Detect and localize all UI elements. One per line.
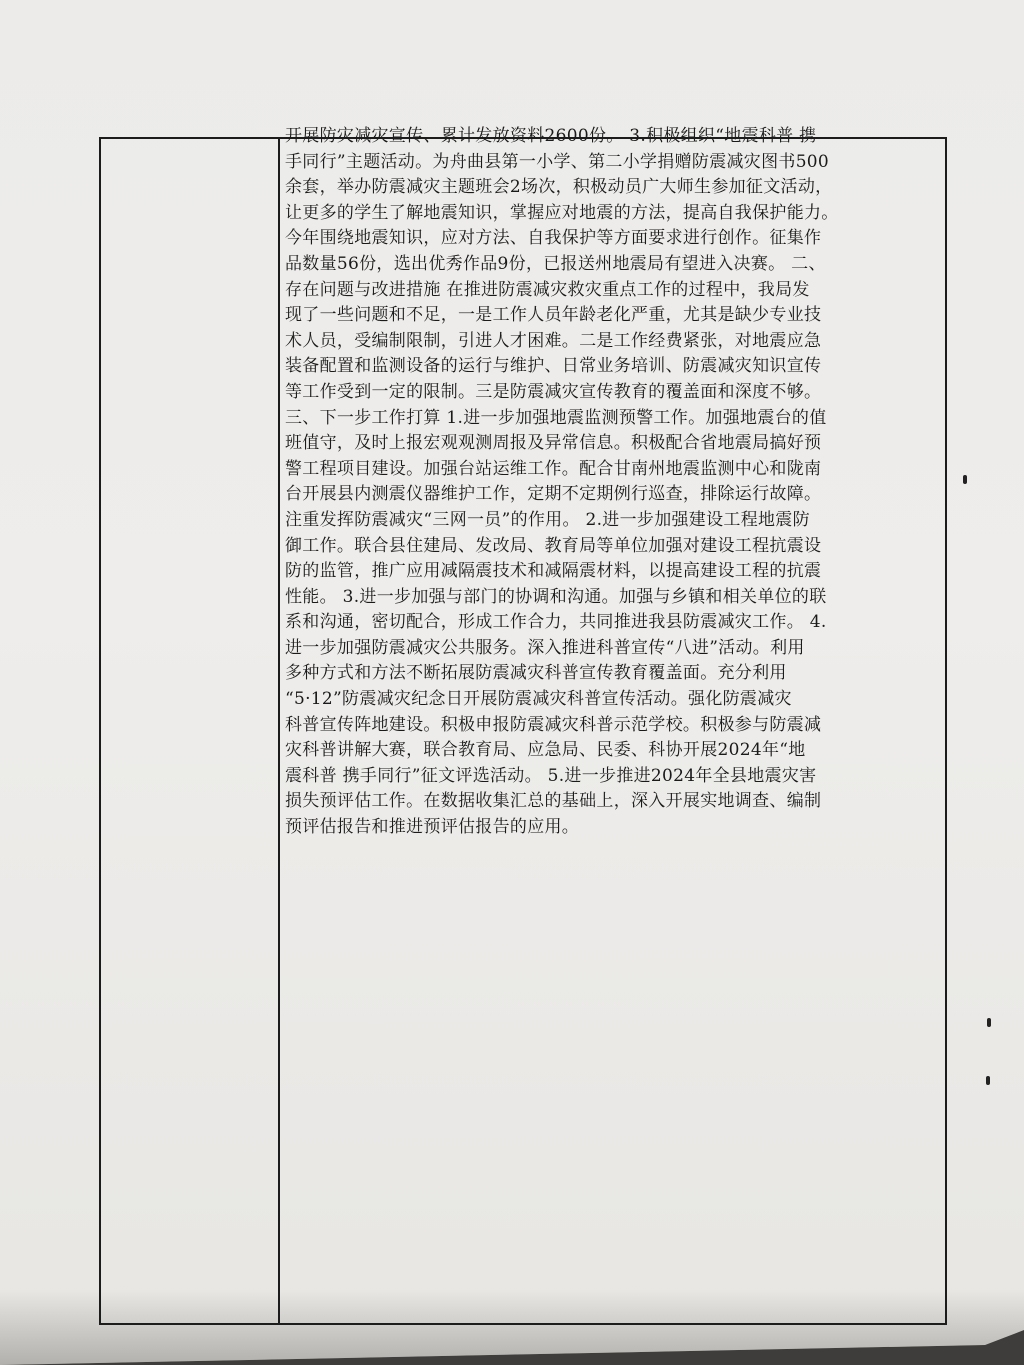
text-line: 今年围绕地震知识，应对方法、自我保护等方面要求进行创作。征集作 — [285, 228, 822, 249]
text-line: 多种方式和方法不断拓展防震减灾科普宣传教育覆盖面。充分利用 — [285, 663, 787, 684]
staple-hole-mark — [986, 1076, 990, 1085]
text-line: 注重发挥防震减灾“三网一员”的作用。 2.进一步加强建设工程地震防 — [285, 509, 810, 530]
text-line: 现了一些问题和不足，一是工作人员年龄老化严重，尤其是缺少专业技 — [285, 305, 822, 326]
text-line: 品数量56份，选出优秀作品9份，已报送州地震局有望进入决赛。 二、 — [285, 253, 826, 274]
text-line: 预评估报告和推进预评估报告的应用。 — [285, 817, 580, 838]
text-line: 等工作受到一定的限制。三是防震减灾宣传教育的覆盖面和深度不够。 — [285, 381, 822, 402]
table-column-divider — [278, 137, 280, 1325]
text-line: 班值守，及时上报宏观观测周报及异常信息。积极配合省地震局搞好预 — [285, 433, 822, 454]
text-line: 灾科普讲解大赛，联合教育局、应急局、民委、科协开展2024年“地 — [285, 740, 806, 761]
text-line: 科普宣传阵地建设。积极申报防震减灾科普示范学校。积极参与防震减 — [285, 714, 822, 735]
text-line: 开展防灾减灾宣传、累计发放资料2600份。 3.积极组织“地震科普 携 — [285, 126, 817, 146]
text-line: “5·12”防震减灾纪念日开展防震减灾科普宣传活动。强化防震减灾 — [285, 689, 792, 710]
text-line: 让更多的学生了解地震知识，掌握应对地震的方法，提高自我保护能力。 — [285, 202, 839, 223]
table-label-cell — [101, 139, 277, 1323]
text-line: 损失预评估工作。在数据收集汇总的基础上，深入开展实地调查、编制 — [285, 791, 822, 812]
text-line: 余套，举办防震减灾主题班会2场次，积极动员广大师生参加征文活动， — [285, 177, 833, 198]
text-line: 御工作。联合县住建局、发改局、教育局等单位加强对建设工程抗震设 — [285, 535, 822, 556]
text-line: 装备配置和监测设备的运行与维护、日常业务培训、防震减灾知识宣传 — [285, 356, 822, 377]
staple-hole-mark — [987, 1018, 991, 1027]
text-line: 进一步加强防震减灾公共服务。深入推进科普宣传“八进”活动。利用 — [285, 637, 805, 658]
text-line: 台开展县内测震仪器维护工作，定期不定期例行巡查，排除运行故障。 — [285, 484, 822, 505]
text-line: 存在问题与改进措施 在推进防震减灾救灾重点工作的过程中，我局发 — [285, 279, 810, 300]
text-line: 术人员，受编制限制，引进人才困难。二是工作经费紧张，对地震应急 — [285, 330, 822, 351]
text-line: 系和沟通，密切配合，形成工作合力，共同推进我县防震减灾工作。 4. — [285, 612, 827, 633]
text-line: 防的监管，推广应用减隔震技术和减隔震材料，以提高建设工程的抗震 — [285, 561, 822, 582]
text-line: 手同行”主题活动。为舟曲县第一小学、第二小学捐赠防震减灾图书500 — [285, 151, 830, 172]
text-line: 性能。 3.进一步加强与部门的协调和沟通。加强与乡镇和相关单位的联 — [285, 586, 827, 607]
text-line: 警工程项目建设。加强台站运维工作。配合甘南州地震监测中心和陇南 — [285, 458, 822, 479]
text-line: 三、下一步工作打算 1.进一步加强地震监测预警工作。加强地震台的值 — [285, 407, 827, 428]
table-content-cell — [285, 124, 925, 841]
text-line: 震科普 携手同行”征文评选活动。 5.进一步推进2024年全县地震灾害 — [285, 765, 817, 786]
staple-hole-mark — [963, 475, 967, 484]
